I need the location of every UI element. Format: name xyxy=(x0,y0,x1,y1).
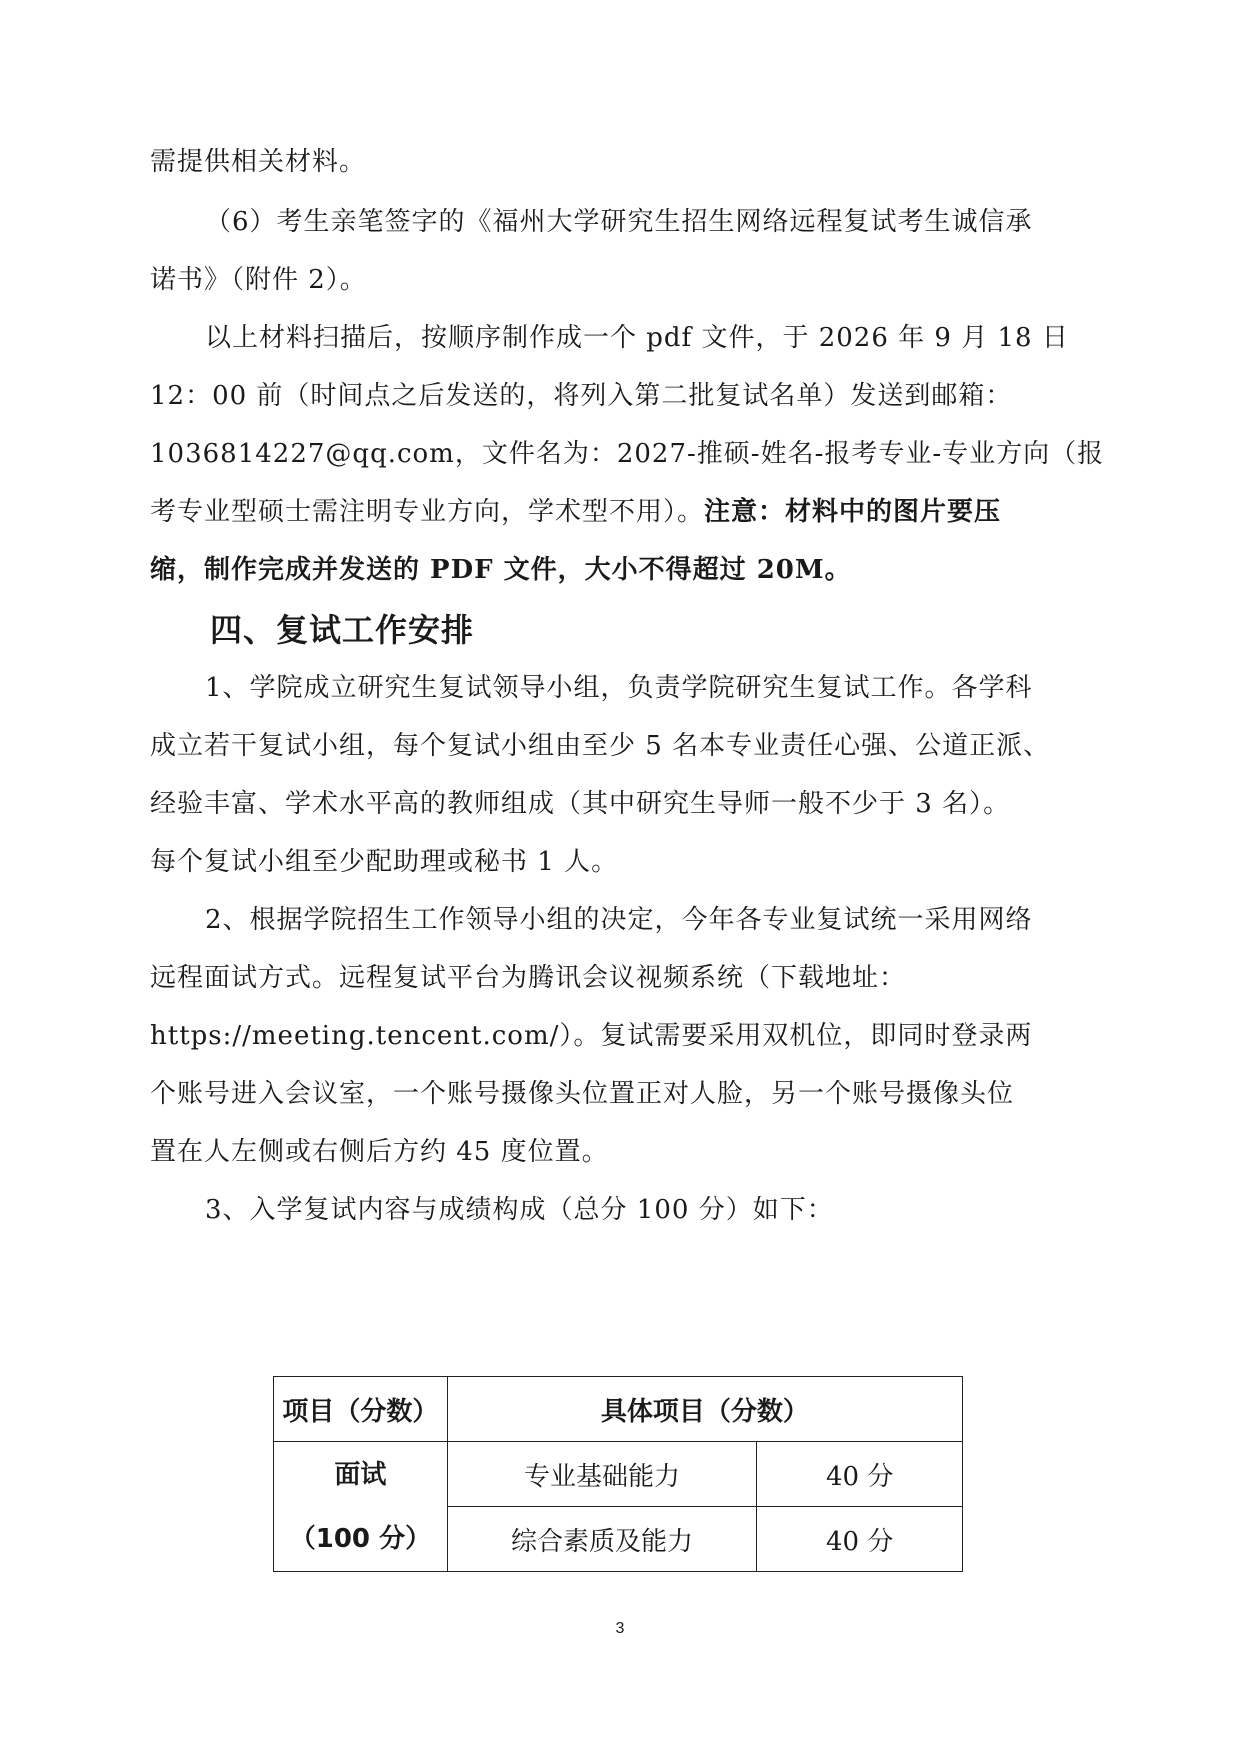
paragraph-line: 1、学院成立研究生复试领导小组，负责学院研究生复试工作。各学科 xyxy=(205,673,1033,703)
page-number: 3 xyxy=(615,1620,625,1637)
paragraph-text: 考专业型硕士需注明专业方向，学术型不用）。 xyxy=(150,497,705,527)
paragraph-line: 3、入学复试内容与成绩构成（总分 100 分）如下： xyxy=(205,1195,834,1225)
paragraph-line: 置在人左侧或右侧后方约 45 度位置。 xyxy=(150,1137,609,1167)
category-cell xyxy=(274,1442,448,1572)
section-heading: 四、复试工作安排 xyxy=(210,611,475,649)
paragraph-line: 成立若干复试小组，每个复试小组由至少 5 名本专业责任心强、公道正派、 xyxy=(150,731,1051,761)
paragraph-line: 诺书》（附件 2）。 xyxy=(150,265,367,295)
notice-line: 缩，制作完成并发送的 PDF 文件，大小不得超过 20M。 xyxy=(150,555,852,585)
paragraph-line: 远程面试方式。远程复试平台为腾讯会议视频系统（下载地址： xyxy=(150,963,907,993)
table-row xyxy=(274,1442,963,1507)
paragraph-line: 每个复试小组至少配助理或秘书 1 人。 xyxy=(150,847,619,877)
paragraph-line: 经验丰富、学术水平高的教师组成（其中研究生导师一般不少于 3 名）。 xyxy=(150,789,1011,819)
paragraph-line: 1036814227@qq.com，文件名为：2027-推硕-姓名-报考专业-专业方向（报 xyxy=(150,439,1105,469)
paragraph-line: 需提供相关材料。 xyxy=(150,147,367,177)
table-cell: 40 分 xyxy=(757,1507,963,1572)
paragraph-line: 2、根据学院招生工作领导小组的决定，今年各专业复试统一采用网络 xyxy=(205,905,1033,935)
table-cell: 40 分 xyxy=(757,1442,963,1507)
notice-text: 注意：材料中的图片要压 xyxy=(704,497,1002,527)
paragraph-line: 个账号进入会议室，一个账号摄像头位置正对人脸，另一个账号摄像头位 xyxy=(150,1079,1015,1109)
score-table xyxy=(273,1376,963,1572)
paragraph-line: https://meeting.tencent.com/）。复试需要采用双机位，即同时登录两 xyxy=(150,1021,1033,1051)
category-total: （100 分） xyxy=(289,1523,432,1554)
paragraph-line xyxy=(150,492,1001,532)
table-header-row xyxy=(274,1377,963,1442)
category-label: 面试 xyxy=(334,1459,387,1490)
table-header-cell: 项目（分数） xyxy=(274,1377,448,1442)
table-header-cell: 具体项目（分数） xyxy=(447,1377,962,1442)
table-cell: 专业基础能力 xyxy=(447,1442,756,1507)
table-cell: 综合素质及能力 xyxy=(447,1507,756,1572)
paragraph-line: 以上材料扫描后，按顺序制作成一个 pdf 文件，于 2026 年 9 月 18 日 xyxy=(205,323,1069,353)
paragraph-line: 12：00 前（时间点之后发送的，将列入第二批复试名单）发送到邮箱： xyxy=(150,381,1013,411)
paragraph-line: （6）考生亲笔签字的《福州大学研究生招生网络远程复试考生诚信承 xyxy=(205,207,1033,237)
